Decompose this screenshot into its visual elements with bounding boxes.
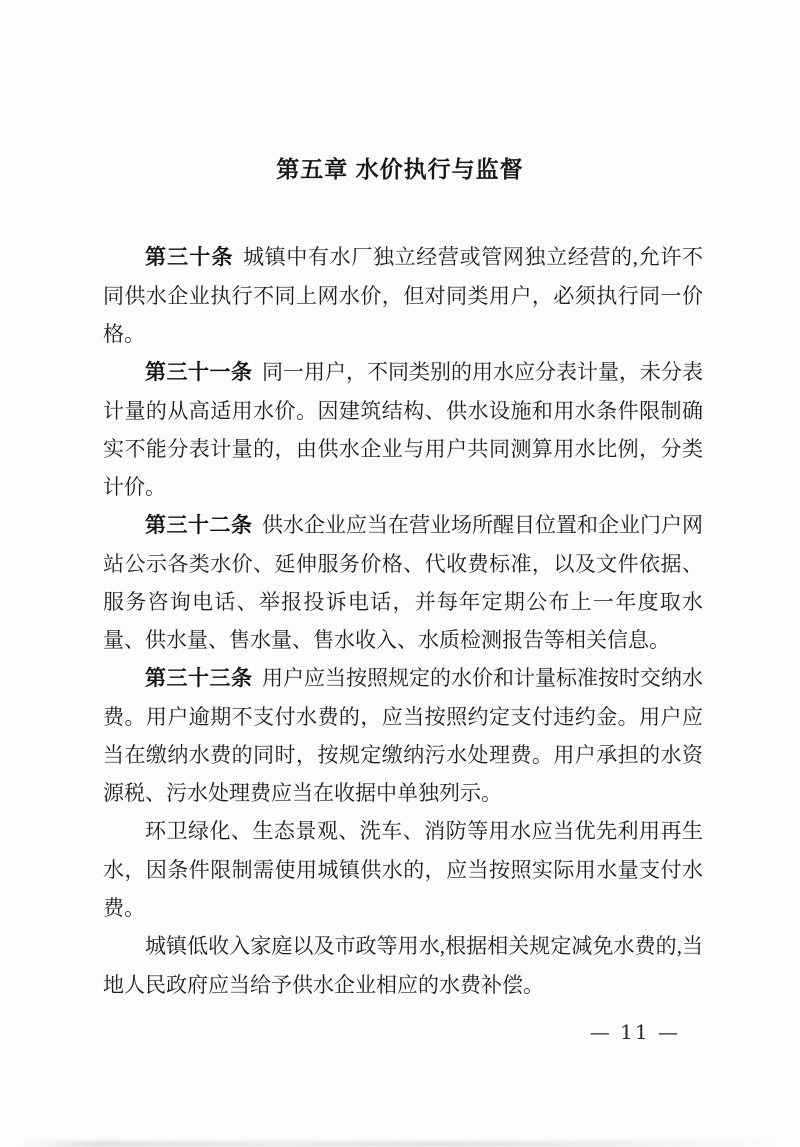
article-paragraph [103, 506, 703, 659]
article-paragraph [103, 659, 703, 812]
article-number-33: 第三十三条 [145, 667, 253, 690]
paragraph-text: 用户应当按照规定的水价和计量标准按时交纳水费。用户逾期不支付水费的，应当按照约定支付违约金。用户应当在缴纳水费的同时，按规定缴纳污水处理费。用户承担的水资源税、污水处理费应当在收据中单独列示。 [103, 666, 704, 805]
chapter-title: 第五章 水价执行与监督 [276, 156, 524, 182]
article-number-30: 第三十条 [145, 246, 234, 269]
article-number-32: 第三十二条 [145, 514, 253, 537]
paragraph-text: 供水企业应当在营业场所醒目位置和企业门户网站公示各类水价、延伸服务价格、代收费标准，以及文件依据、服务咨询电话、举报投诉电话，并每年定期公布上一年度取水量、供水量、售水量、售水收入、水质检测报告等相关信息。 [103, 513, 704, 652]
document-body [103, 238, 703, 1004]
article-paragraph [103, 927, 703, 1004]
paragraph-text: 城镇低收入家庭以及市政等用水,根据相关规定减免水费的,当地人民政府应当给予供水企业相应的水费补偿。 [103, 934, 703, 997]
article-number-31: 第三十一条 [145, 361, 253, 384]
paragraph-text: 同一用户，不同类别的用水应分表计量，未分表计量的从高适用水价。因建筑结构、供水设施和用水条件限制确实不能分表计量的，由供水企业与用户共同测算用水比例，分类计价。 [103, 360, 704, 499]
paragraph-text: 环卫绿化、生态景观、洗车、消防等用水应当优先利用再生水，因条件限制需使用城镇供水的，应当按照实际用水量支付水费。 [103, 819, 703, 920]
scan-edge-artifact [0, 1141, 800, 1147]
article-paragraph [103, 812, 703, 927]
article-paragraph [103, 353, 703, 506]
paragraph-text: 城镇中有水厂独立经营或管网独立经营的,允许不同供水企业执行不同上网水价，但对同类用户，必须执行同一价格。 [103, 245, 704, 346]
article-paragraph [103, 238, 703, 353]
page-number: — 11 — [589, 1020, 680, 1044]
